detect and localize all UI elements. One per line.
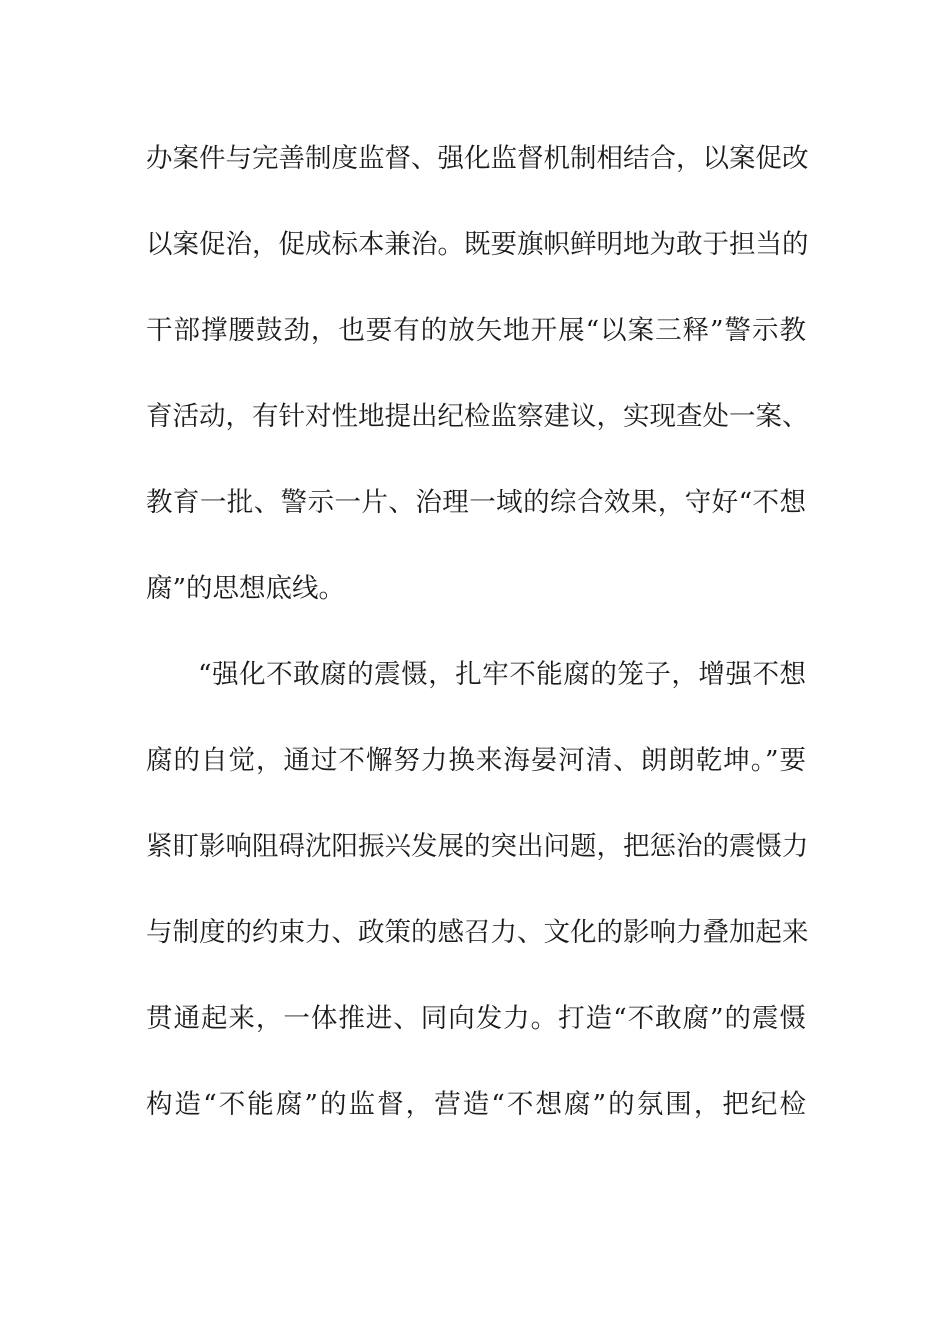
text-line: 贯通起来，一体推进、同向发力。打造“不敢腐”的震慑 [146,1003,806,1034]
text-line: 办案件与完善制度监督、强化监督机制相结合，以案促改 [146,143,809,174]
text-line: 教育一批、警示一片、治理一域的综合效果，守好“不想 [146,487,806,518]
text-line: 构造“不能腐”的监督，营造“不想腐”的氛围，把纪检 [146,1089,806,1120]
text-line: 与制度的约束力、政策的感召力、文化的影响力叠加起来 [146,917,809,948]
text-line: 干部撑腰鼓劲，也要有的放矢地开展“以案三释”警示教 [146,315,806,346]
text-line: 以案促治，促成标本兼治。既要旗帜鲜明地为敢于担当的 [146,229,809,260]
text-line: 育活动，有针对性地提出纪检监察建议，实现查处一案、 [146,401,809,432]
text-line: 腐”的思想底线。 [146,573,346,604]
text-line: 腐的自觉，通过不懈努力换来海晏河清、朗朗乾坤。”要 [146,745,806,776]
text-line: 紧盯影响阻碍沈阳振兴发展的突出问题，把惩治的震慑力 [146,831,809,862]
paragraph-first-line: “强化不敢腐的震慑，扎牢不能腐的笼子，增强不想 [198,659,806,690]
